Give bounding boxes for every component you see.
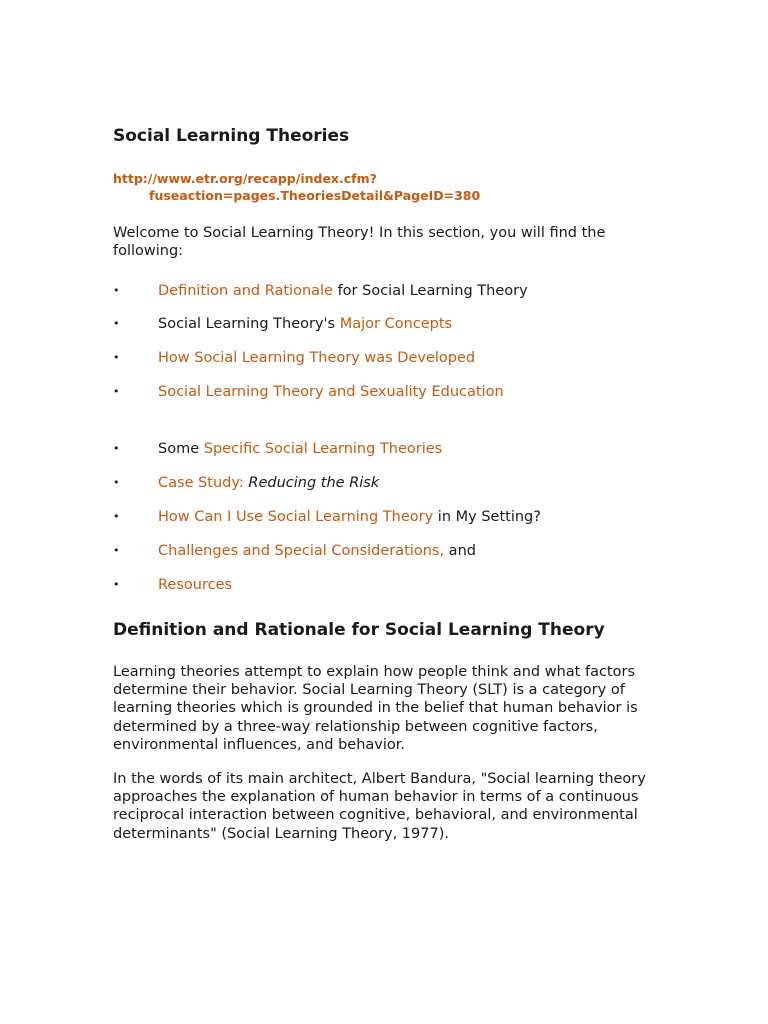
list-item-use-in-setting bbox=[113, 508, 541, 526]
list-item-challenges bbox=[113, 542, 476, 560]
intro-text: Welcome to Social Learning Theory! In this section, you will find the following: bbox=[113, 225, 606, 259]
bullet-icon: • bbox=[113, 510, 120, 523]
link-specific-theories[interactable]: Specific Social Learning Theories bbox=[203, 441, 443, 457]
list-item-prefix: Some bbox=[158, 441, 204, 457]
bullet-icon: • bbox=[113, 317, 120, 330]
list-item-suffix: and bbox=[444, 543, 476, 559]
case-study-title: Reducing the Risk bbox=[243, 475, 380, 491]
link-case-study[interactable]: Case Study: bbox=[158, 475, 244, 491]
page-title: Social Learning Theories bbox=[113, 126, 350, 146]
section-heading: Definition and Rationale for Social Learning Theory bbox=[113, 620, 605, 640]
paragraph-bandura-quote: In the words of its main architect, Albert Bandura, "Social learning theory approaches the explanation of human behavior in terms of a continuous reciprocal interaction between cognitive, behavioral, and environmental determinants" (Social Learning Theory, 1977). bbox=[113, 771, 646, 842]
link-challenges[interactable]: Challenges and Special Considerations, bbox=[158, 543, 445, 559]
bullet-icon: • bbox=[113, 578, 120, 591]
source-url-line2[interactable]: fuseaction=pages.TheoriesDetail&PageID=380 bbox=[149, 188, 481, 203]
bullet-icon: • bbox=[113, 385, 120, 398]
paragraph-definition: Learning theories attempt to explain how people think and what factors determine their behavior. Social Learning Theory (SLT) is a category of learning theories which is grounded in the belief that human behavior is determined by a three-way relationship between cognitive factors, environmental influences, and behavior. bbox=[113, 664, 638, 753]
link-how-developed[interactable]: How Social Learning Theory was Developed bbox=[158, 350, 476, 366]
list-item-prefix: Social Learning Theory's bbox=[158, 316, 340, 332]
link-major-concepts[interactable]: Major Concepts bbox=[339, 316, 453, 332]
link-resources[interactable]: Resources bbox=[158, 577, 233, 593]
list-item-major-concepts bbox=[113, 315, 452, 333]
bullet-icon: • bbox=[113, 476, 120, 489]
list-item-case-study bbox=[113, 474, 379, 492]
list-item-sexuality-education bbox=[113, 383, 504, 401]
document-page bbox=[113, 122, 653, 842]
bullet-icon: • bbox=[113, 442, 120, 455]
link-how-can-i-use[interactable]: How Can I Use Social Learning Theory bbox=[158, 509, 434, 525]
bullet-icon: • bbox=[113, 284, 120, 297]
list-item-resources bbox=[113, 576, 232, 594]
source-url[interactable] bbox=[113, 170, 653, 204]
bullet-icon: • bbox=[113, 351, 120, 364]
list-item-suffix: in My Setting? bbox=[433, 509, 541, 525]
list-item-definition bbox=[113, 282, 528, 300]
list-item-developed bbox=[113, 349, 475, 367]
link-sexuality-education[interactable]: Social Learning Theory and Sexuality Education bbox=[158, 384, 504, 400]
list-item-specific-theories bbox=[113, 440, 442, 458]
link-definition-rationale[interactable]: Definition and Rationale bbox=[158, 283, 333, 299]
source-url-line1[interactable]: http://www.etr.org/recapp/index.cfm? bbox=[113, 171, 377, 186]
bullet-icon: • bbox=[113, 544, 120, 557]
list-item-suffix: for Social Learning Theory bbox=[332, 283, 528, 299]
